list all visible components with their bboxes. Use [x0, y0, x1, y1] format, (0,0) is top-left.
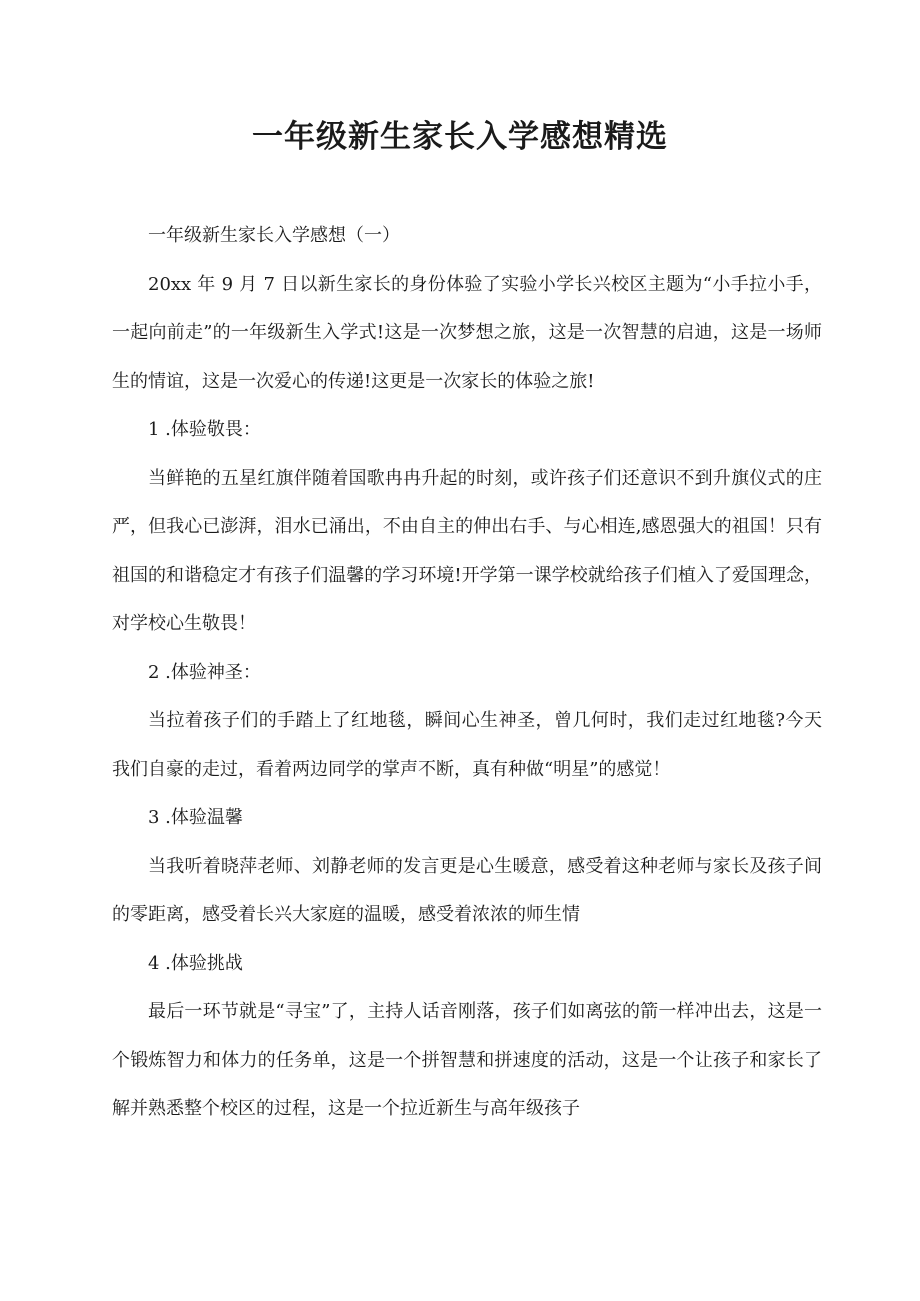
paragraph: 当我听着晓萍老师、刘静老师的发言更是心生暖意，感受着这种老师与家长及孩子间的零距离，感受着长兴大家庭的温暖，感受着浓浓的师生情 — [112, 855, 822, 925]
paragraph: 当鲜艳的五星红旗伴随着国歌冉冉升起的时刻，或许孩子们还意识不到升旗仪式的庄严，但我心已澎湃，泪水已涌出，不由自主的伸出右手、与心相连,感恩强大的祖国！只有祖国的和谐稳定才有孩子们温馨的学习环境!开学第一课学校就给孩子们植入了爱国理念，对学校心生敬畏！ — [112, 467, 822, 634]
item-heading: 1 .体验敬畏： — [148, 419, 261, 440]
item-heading: 3 .体验温馨 — [148, 807, 243, 828]
document-body — [112, 212, 822, 1134]
paragraph: 20xx 年 9 月 7 日以新生家长的身份体验了实验小学长兴校区主题为“小手拉小手，一起向前走”的一年级新生入学式!这是一次梦想之旅，这是一次智慧的启迪，这是一场师生的情谊，这是一次爱心的传递!这更是一次家长的体验之旅! — [112, 273, 822, 392]
item-heading: 4 .体验挑战 — [148, 952, 243, 974]
item-heading: 2 .体验神圣： — [148, 661, 261, 683]
paragraph: 最后一环节就是“寻宝”了，主持人话音刚落，孩子们如离弦的箭一样冲出去，这是一个锻炼智力和体力的任务单，这是一个拼智慧和拼速度的活动，这是一个让孩子和家长了解并熟悉整个校区的过程，这是一个拉近新生与高年级孩子 — [112, 1001, 822, 1119]
paragraph: 当拉着孩子们的手踏上了红地毯，瞬间心生神圣，曾几何时，我们走过红地毯?今天我们自豪的走过，看着两边同学的掌声不断，真有种做“明星”的感觉！ — [112, 710, 822, 780]
section-heading: 一年级新生家长入学感想（一） — [148, 225, 400, 246]
document-title: 一年级新生家长入学感想精选 — [252, 119, 668, 155]
